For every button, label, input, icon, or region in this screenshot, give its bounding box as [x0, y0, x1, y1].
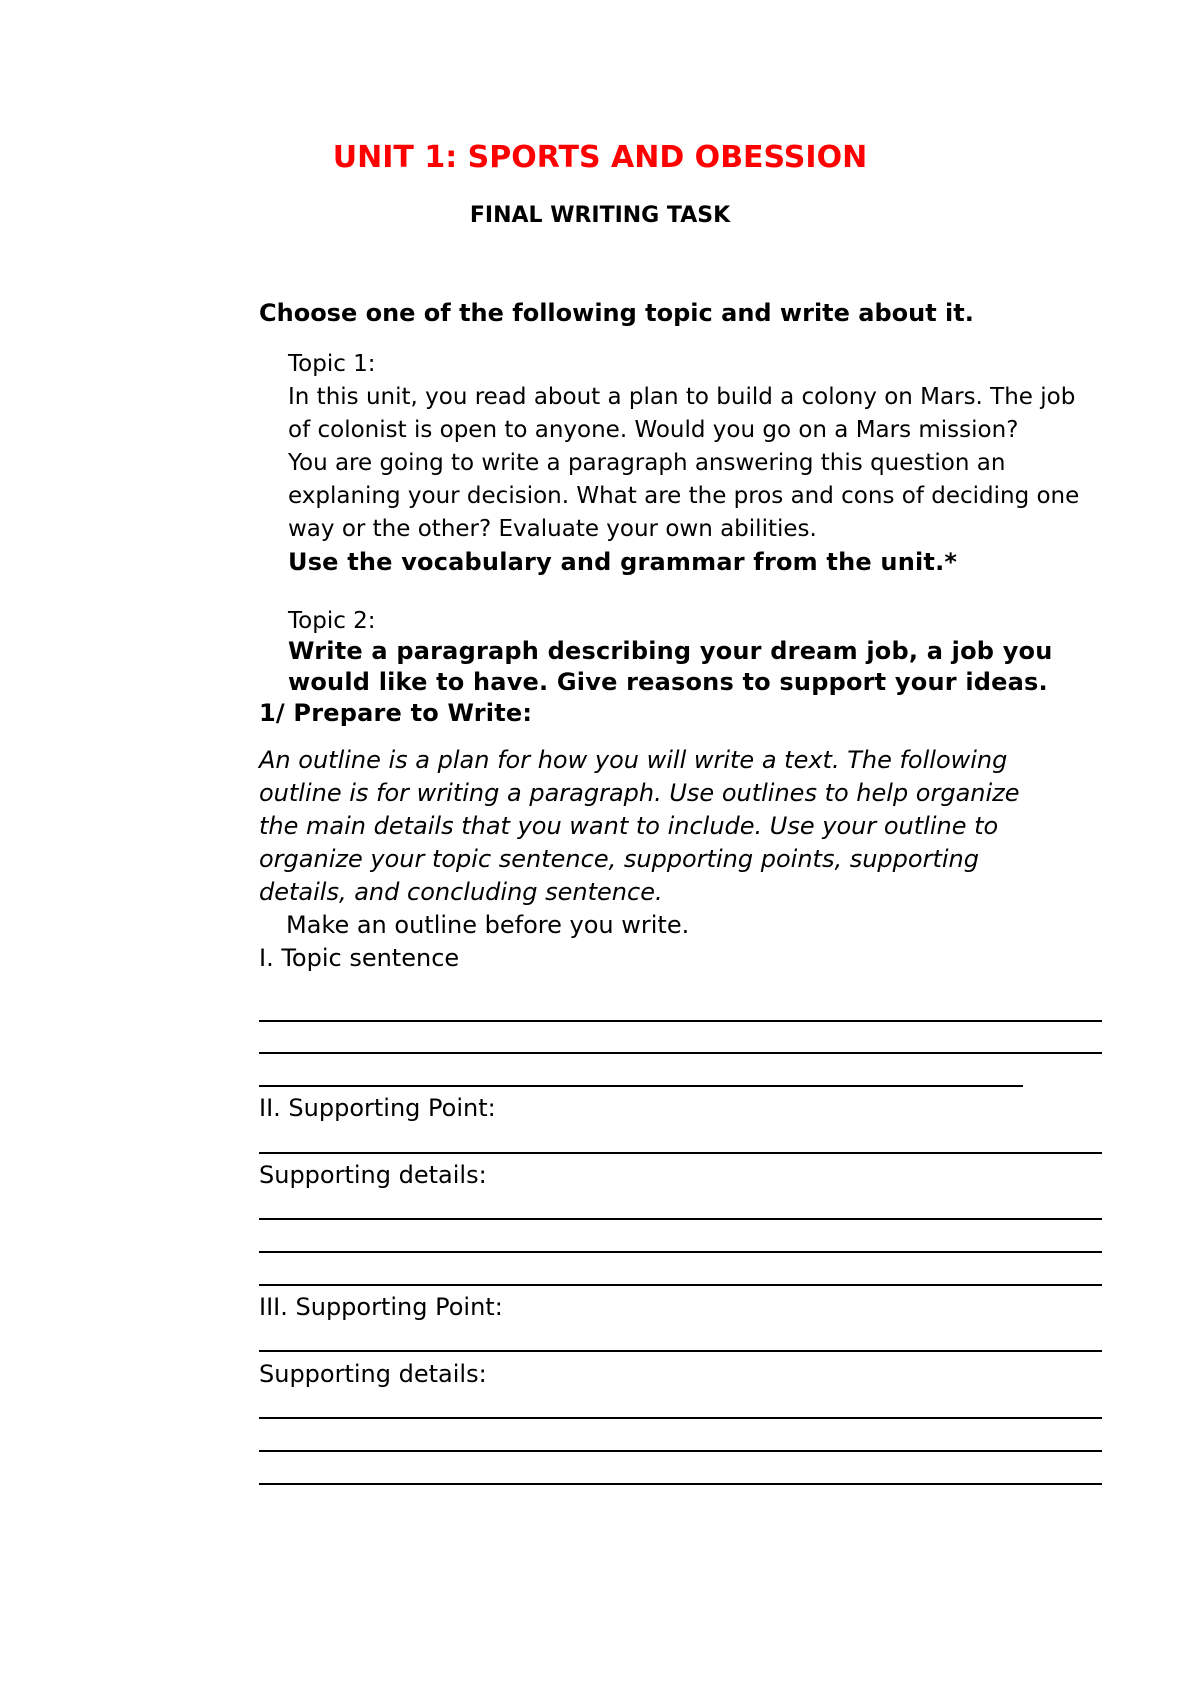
topic1-line: of colonist is open to anyone. Would you go on a Mars mission?	[288, 417, 1019, 443]
answer-line[interactable]	[259, 1450, 1102, 1452]
answer-line[interactable]	[259, 1251, 1102, 1253]
topic-sentence-label: I. Topic sentence	[259, 944, 460, 972]
topic2-line: Write a paragraph describing your dream job, a job you	[288, 637, 1053, 665]
answer-line[interactable]	[259, 1417, 1102, 1419]
prepare-intro-line: An outline is a plan for how you will write a text. The following	[259, 746, 1008, 774]
topic1-line: way or the other? Evaluate your own abilities.	[288, 516, 817, 542]
prepare-intro-line: the main details that you want to include. Use your outline to	[259, 812, 999, 840]
prepare-intro-line: organize your topic sentence, supporting points, supporting	[259, 845, 979, 873]
instruction: Choose one of the following topic and write about it.	[259, 299, 974, 327]
page-title: UNIT 1: SPORTS AND OBESSION	[332, 140, 868, 175]
answer-line[interactable]	[259, 1284, 1102, 1286]
topic1-line: You are going to write a paragraph answering this question an	[288, 450, 1006, 476]
answer-line[interactable]	[259, 1020, 1102, 1022]
prepare-heading: 1/ Prepare to Write:	[259, 699, 533, 727]
answer-line[interactable]	[259, 1218, 1102, 1220]
make-outline-text: Make an outline before you write.	[286, 911, 690, 939]
answer-line[interactable]	[259, 1052, 1102, 1054]
answer-line[interactable]	[259, 1152, 1102, 1154]
supporting-point-3-label: III. Supporting Point:	[259, 1293, 503, 1321]
supporting-point-2-label: II. Supporting Point:	[259, 1094, 496, 1122]
topic1-label: Topic 1:	[288, 351, 376, 377]
answer-line[interactable]	[259, 1350, 1102, 1352]
prepare-intro-line: outline is for writing a paragraph. Use outlines to help organize	[259, 779, 1020, 807]
answer-line[interactable]	[259, 1483, 1102, 1485]
topic1-note: Use the vocabulary and grammar from the unit.*	[288, 548, 958, 576]
supporting-details-label: Supporting details:	[259, 1161, 487, 1189]
topic2-line: would like to have. Give reasons to support your ideas.	[288, 668, 1048, 696]
topic1-line: In this unit, you read about a plan to build a colony on Mars. The job	[288, 384, 1076, 410]
page-subtitle: FINAL WRITING TASK	[469, 203, 731, 228]
supporting-details-label: Supporting details:	[259, 1360, 487, 1388]
prepare-intro-line: details, and concluding sentence.	[259, 878, 663, 906]
topic2-label: Topic 2:	[288, 608, 376, 634]
topic1-line: explaning your decision. What are the pros and cons of deciding one	[288, 483, 1080, 509]
answer-line[interactable]	[259, 1085, 1023, 1087]
